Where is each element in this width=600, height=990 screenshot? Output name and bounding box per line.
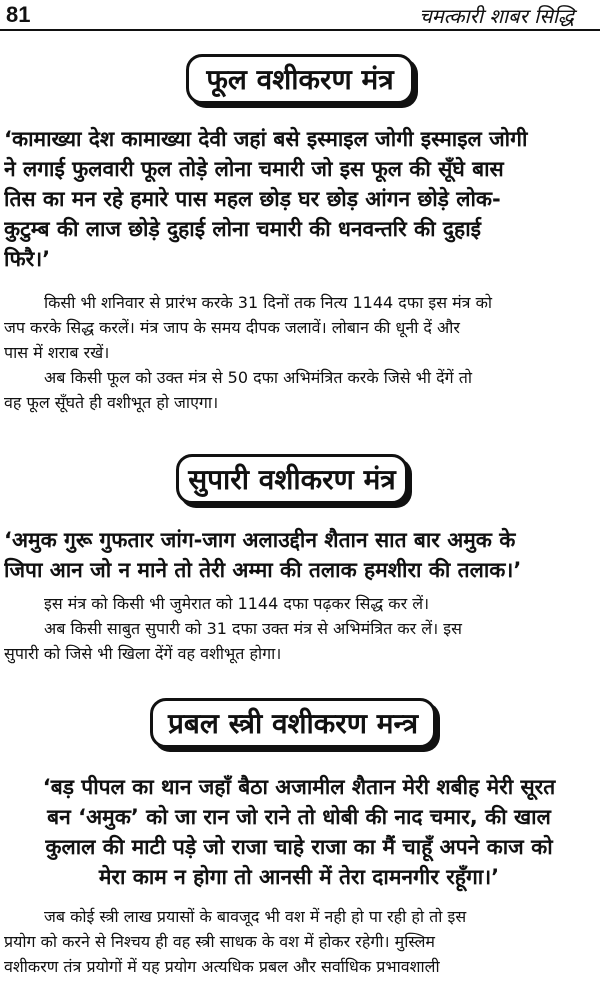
- page-header: [0, 0, 600, 30]
- mantra-supari: [4, 525, 594, 585]
- mantra-line: ‘अमुक गुरू गुफतार जांग-जाग अलाउद्दीन शैतान सात बार अमुक के: [4, 528, 516, 552]
- mantra-line: बन ‘अमुक’ को जा रान जो राने तो धोबी की नाद चमार, की खाल: [47, 805, 551, 829]
- para-line: पास में शराब रखें।: [4, 343, 110, 362]
- mantra-line: तिस का मन रहे हमारे पास महल छोड़ घर छोड़ आंगन छोड़े लोक-: [4, 187, 501, 211]
- para-line: वह फूल सूँघते ही वशीभूत हो जाएगा।: [4, 393, 219, 412]
- mantra-line: कुलाल की माटी पड़े जो राजा चाहे राजा का मैं चाहूँ अपने काज को: [45, 835, 553, 859]
- page-number: 81: [6, 2, 31, 27]
- para-line: अब किसी साबुत सुपारी को 31 दफा उक्त मंत्र से अभिमंत्रित कर लें। इस: [44, 619, 462, 638]
- para-line: प्रयोग को करने से निश्चय ही वह स्त्री साधक के वश में होकर रहेगी। मुस्लिम: [4, 932, 435, 951]
- mantra-line: ‘बड़ पीपल का थान जहाँ बैठा अजामील शैतान मेरी शबीह मेरी सूरत: [42, 775, 556, 799]
- para-line: सुपारी को जिसे भी खिला देंगें वह वशीभूत होगा।: [4, 644, 282, 663]
- mantra-prabal-stri: [4, 772, 594, 892]
- instructions-phool: [4, 290, 594, 415]
- para-line: अब किसी फूल को उक्त मंत्र से 50 दफा अभिमंत्रित करके जिसे भी देंगें तो: [44, 368, 472, 387]
- para-line: जप करके सिद्ध करलें। मंत्र जाप के समय दीपक जलावें। लोबान की धूनी दें और: [4, 318, 460, 337]
- para-line: किसी भी शनिवार से प्रारंभ करके 31 दिनों तक नित्य 1144 दफा इस मंत्र को: [44, 293, 493, 312]
- mantra-phool: [4, 124, 594, 274]
- mantra-line: ‘कामाख्या देश कामाख्या देवी जहां बसे इस्माइल जोगी इस्माइल जोगी: [4, 127, 528, 151]
- para-line: इस मंत्र को किसी भी जुमेरात को 1144 दफा पढ़कर सिद्ध कर लें।: [44, 594, 430, 613]
- section-heading-supari: सुपारी वशीकरण मंत्र: [176, 454, 408, 504]
- para-line: वशीकरण तंत्र प्रयोगों में यह प्रयोग अत्यधिक प्रबल और सर्वाधिक प्रभावशाली: [4, 957, 440, 976]
- para-line: जब कोई स्त्री लाख प्रयासों के बावजूद भी वश में नही हो पा रही हो तो इस: [44, 907, 467, 926]
- instructions-supari: [4, 591, 594, 666]
- mantra-line: कुटुम्ब की लाज छोड़े दुहाई लोना चमारी की धनवन्तरि की दुहाई: [4, 217, 481, 241]
- mantra-line: फिरै।’: [4, 247, 51, 271]
- section-heading-phool: फूल वशीकरण मंत्र: [186, 54, 414, 104]
- section-heading-prabal-stri: प्रबल स्त्री वशीकरण मन्त्र: [150, 698, 436, 748]
- header-rule: [0, 29, 600, 31]
- mantra-line: मेरा काम न होगा तो आनसी में तेरा दामनगीर रहूँगा।’: [98, 865, 500, 889]
- mantra-line: जिपा आन जो न माने तो तेरी अम्मा की तलाक हमशीरा की तलाक।’: [4, 558, 522, 582]
- running-title: चमत्कारी शाबर सिद्धि: [419, 4, 574, 28]
- instructions-prabal-stri: [4, 904, 594, 979]
- mantra-line: ने लगाई फुलवारी फूल तोड़े लोना चमारी जो इस फूल की सूँघे बास: [4, 157, 504, 181]
